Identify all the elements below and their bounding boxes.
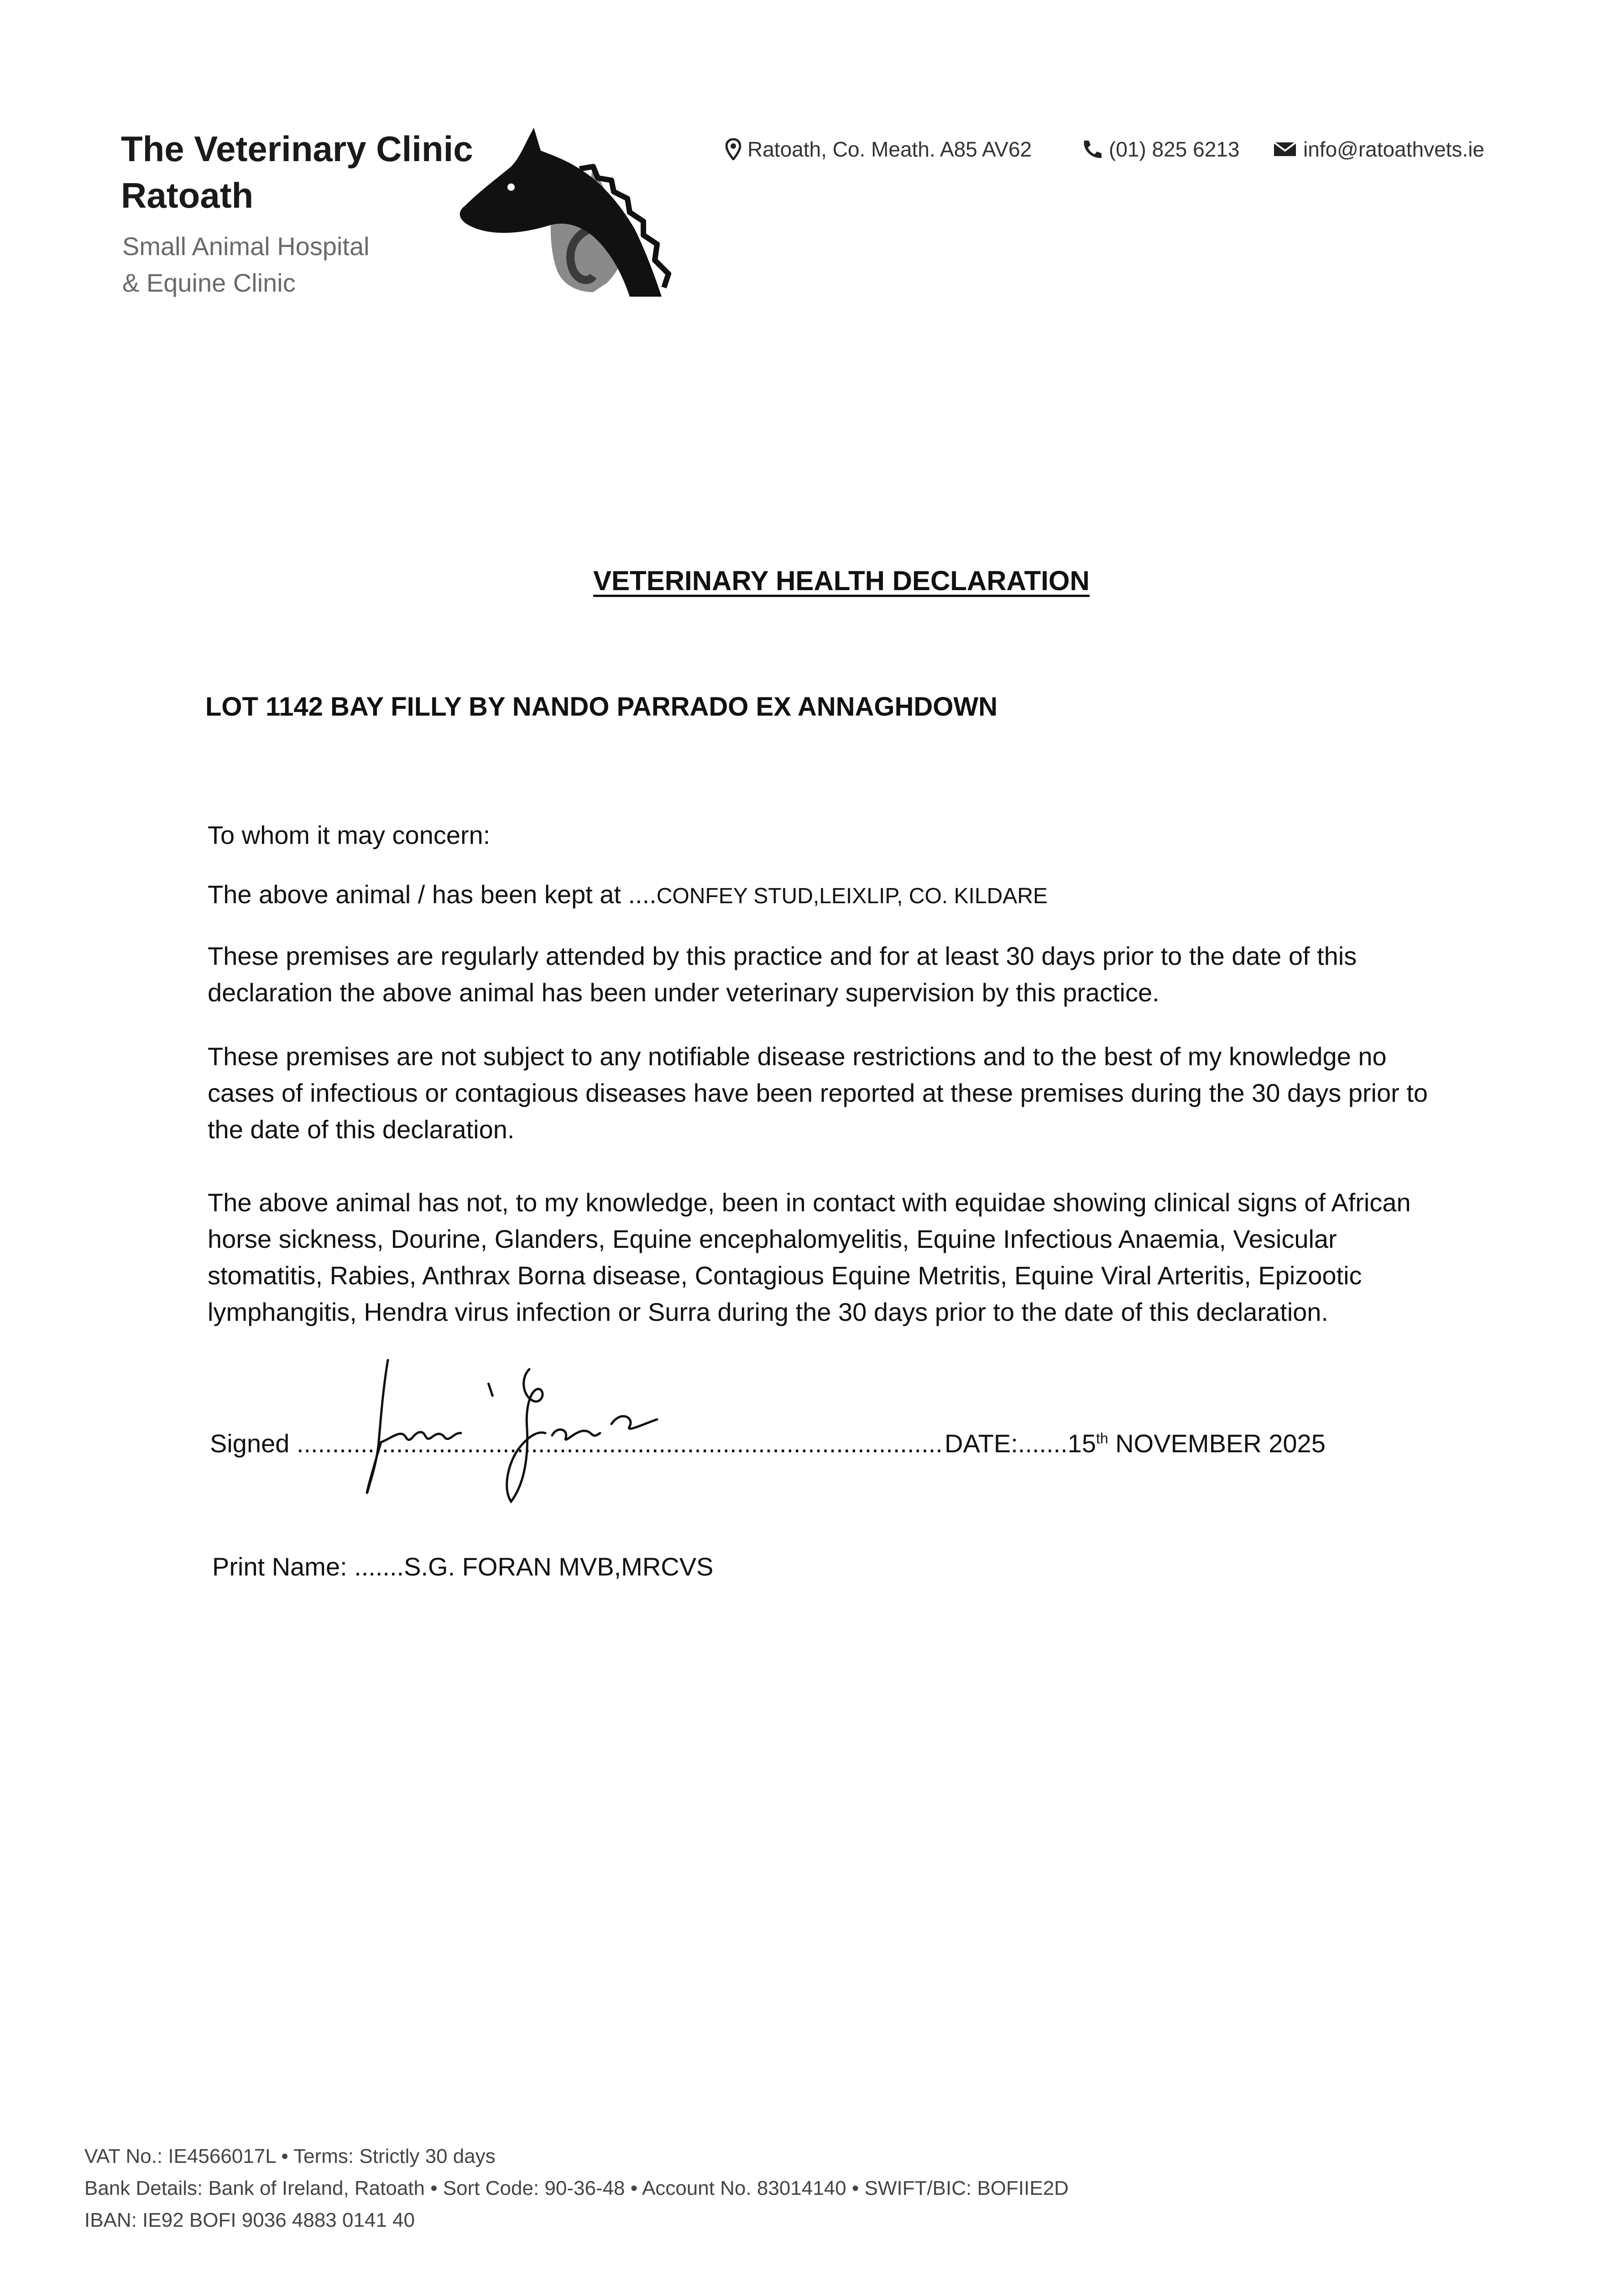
paragraph-diseases: The above animal has not, to my knowledge, been in contact with equidae showing clinical signs of African horse sickness, Dourine, Glanders, Equine encephalomyelitis, Equine Infectious Anaemia, Vesicular stomatitis, Rabies, Anthrax Borna disease, Contagious Equine Metritis, Equine Viral Arteritis, Epizootic lymphangitis, Hendra virus infection or Surra during the 30 days prior to the date of this declaration. (208, 1188, 1411, 1326)
lot-description: LOT 1142 BAY FILLY BY NANDO PARRADO EX ANNAGHDOWN (205, 692, 998, 722)
email-text: info@ratoathvets.ie (1303, 137, 1485, 161)
handwritten-signature (338, 1351, 666, 1506)
date-day: 15 (1067, 1429, 1096, 1458)
footer-bank-details: Bank Details: Bank of Ireland, Ratoath • Sort Code: 90-36-48 • Account No. 83014140 • SWIFT/BIC: BOFIIE2D (84, 2177, 1069, 2199)
clinic-name (121, 126, 473, 219)
document-title: VETERINARY HEALTH DECLARATION (593, 565, 1090, 596)
address-text: Ratoath, Co. Meath. A85 AV62 (747, 137, 1032, 161)
date-label: DATE:....... (945, 1429, 1068, 1458)
kept-location: CONFEY STUD,LEIXLIP, CO. KILDARE (656, 884, 1048, 908)
date-rest: NOVEMBER 2025 (1108, 1429, 1326, 1458)
print-name-line (212, 1552, 713, 1581)
contact-phone (1081, 137, 1239, 162)
paragraph-supervision: These premises are regularly attended by this practice and for at least 30 days prior to the date of this declaration the above animal has been under veterinary supervision by this practice. (208, 942, 1357, 1007)
signed-dots: ........................................................................................... (296, 1429, 943, 1458)
footer-vat-terms: VAT No.: IE4566017L • Terms: Strictly 30 days (84, 2145, 496, 2167)
phone-icon (1081, 139, 1102, 160)
contact-address (726, 137, 1032, 162)
print-label: Print Name: ....... (212, 1552, 404, 1581)
date-suffix: th (1096, 1430, 1108, 1447)
kept-at-line (208, 876, 1440, 915)
envelope-icon (1273, 141, 1297, 158)
paragraph-restrictions: These premises are not subject to any notifiable disease restrictions and to the best of my knowledge no cases of infectious or contagious diseases have been reported at these premises during the 30 days prior to the date of this declaration. (208, 1042, 1428, 1144)
map-pin-icon (726, 138, 741, 160)
phone-text: (01) 825 6213 (1109, 137, 1240, 161)
clinic-subtitle-line1: Small Animal Hospital (122, 232, 370, 261)
signed-label: Signed (210, 1429, 297, 1458)
salutation: To whom it may concern: (208, 821, 491, 849)
contact-email (1273, 137, 1484, 162)
clinic-name-line1: The Veterinary Clinic (121, 129, 473, 169)
clinic-name-line2: Ratoath (121, 175, 254, 215)
print-value: S.G. FORAN MVB,MRCVS (404, 1552, 714, 1581)
clinic-subtitle-line2: & Equine Clinic (122, 268, 296, 297)
date-line (945, 1429, 1326, 1458)
kept-prefix: The above animal / has been kept at .... (208, 880, 657, 909)
footer-iban: IBAN: IE92 BOFI 9036 4883 0141 40 (84, 2209, 415, 2231)
horse-dog-cat-logo-icon (456, 123, 689, 301)
clinic-subtitle (122, 228, 370, 301)
